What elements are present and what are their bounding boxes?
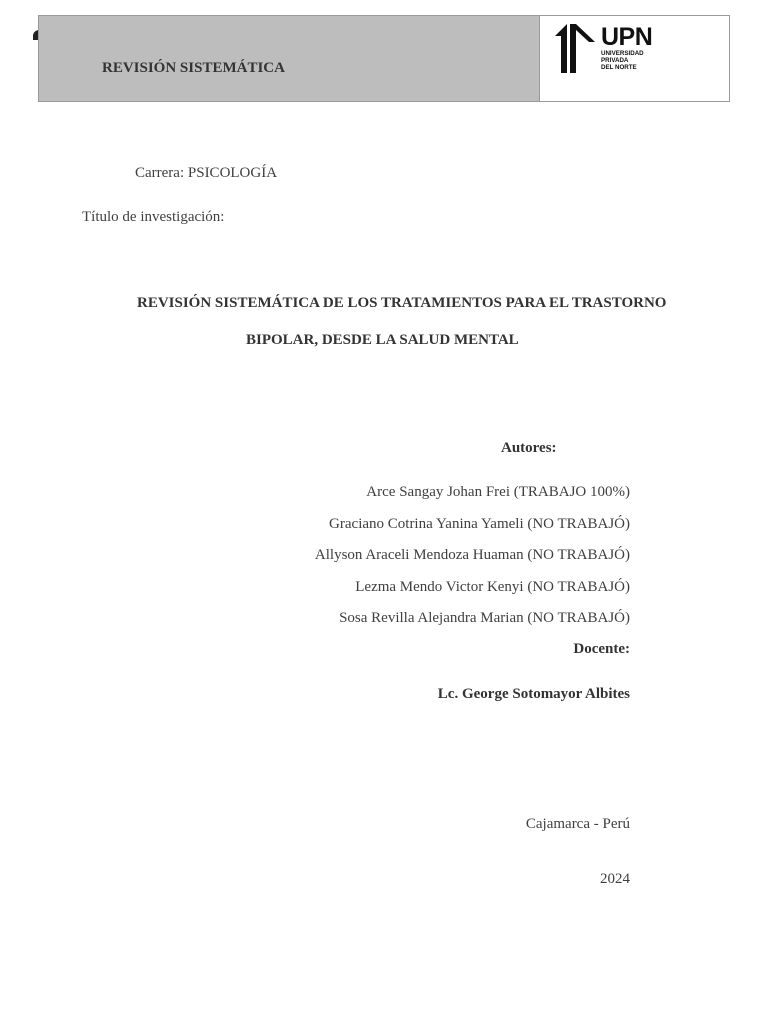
logo-subtitle-line: UNIVERSIDAD bbox=[601, 50, 644, 57]
place-text: Cajamarca - Perú bbox=[525, 816, 630, 832]
header-title-cell bbox=[39, 16, 540, 101]
upn-arrow-logo-icon bbox=[553, 22, 599, 74]
author-item: Graciano Cotrina Yanina Yameli (NO TRABAJÓ) bbox=[329, 516, 630, 532]
research-title-line-2: BIPOLAR, DESDE LA SALUD MENTAL bbox=[246, 332, 519, 348]
logo-subtitle-line: PRIVADA bbox=[601, 57, 629, 64]
year-text: 2024 bbox=[600, 871, 630, 887]
document-header bbox=[38, 15, 730, 102]
docente-label: Docente: bbox=[573, 641, 630, 657]
upn-logo bbox=[553, 22, 653, 74]
docente-name: Lc. George Sotomayor Albites bbox=[437, 686, 630, 702]
titulo-label: Título de investigación: bbox=[82, 209, 225, 225]
research-title-line-1: REVISIÓN SISTEMÁTICA DE LOS TRATAMIENTOS PARA EL TRASTORNO bbox=[137, 295, 667, 311]
author-item: Arce Sangay Johan Frei (TRABAJO 100%) bbox=[366, 484, 630, 500]
author-item: Lezma Mendo Victor Kenyi (NO TRABAJÓ) bbox=[355, 579, 630, 595]
author-item: Sosa Revilla Alejandra Marian (NO TRABAJÓ) bbox=[339, 610, 630, 626]
logo-name: UPN bbox=[601, 23, 653, 51]
logo-text bbox=[601, 24, 652, 71]
header-title: REVISIÓN SISTEMÁTICA bbox=[102, 60, 285, 76]
carrera-text: Carrera: PSICOLOGÍA bbox=[135, 165, 278, 181]
authors-label: Autores: bbox=[501, 440, 557, 456]
logo-subtitle-line: DEL NORTE bbox=[601, 64, 637, 71]
author-item: Allyson Araceli Mendoza Huaman (NO TRABAJÓ) bbox=[314, 547, 630, 563]
header-logo-cell bbox=[540, 16, 729, 101]
